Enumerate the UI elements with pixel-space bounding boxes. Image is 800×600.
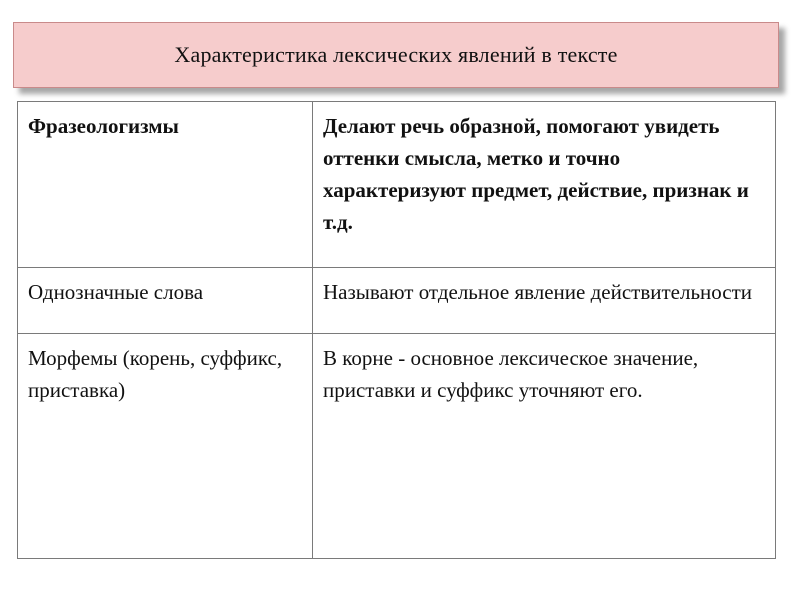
term-cell: Однозначные слова [18,268,313,334]
description-cell: Называют отдельное явление действительности [313,268,776,334]
table-row [18,334,776,559]
description-cell: Делают речь образной, помогают увидеть оттенки смысла, метко и точно характеризуют предмет, действие, признак и т.д. [313,102,776,268]
description-cell: В корне - основное лексическое значение, приставки и суффикс уточняют его. [313,334,776,559]
slide-title: Характеристика лексических явлений в тексте [174,42,618,67]
table-row [18,268,776,334]
term-cell: Морфемы (корень, суффикс, приставка) [18,334,313,559]
term-cell: Фразеологизмы [18,102,313,268]
table-row [18,102,776,268]
title-banner [13,22,779,88]
lexical-phenomena-table [17,101,776,559]
